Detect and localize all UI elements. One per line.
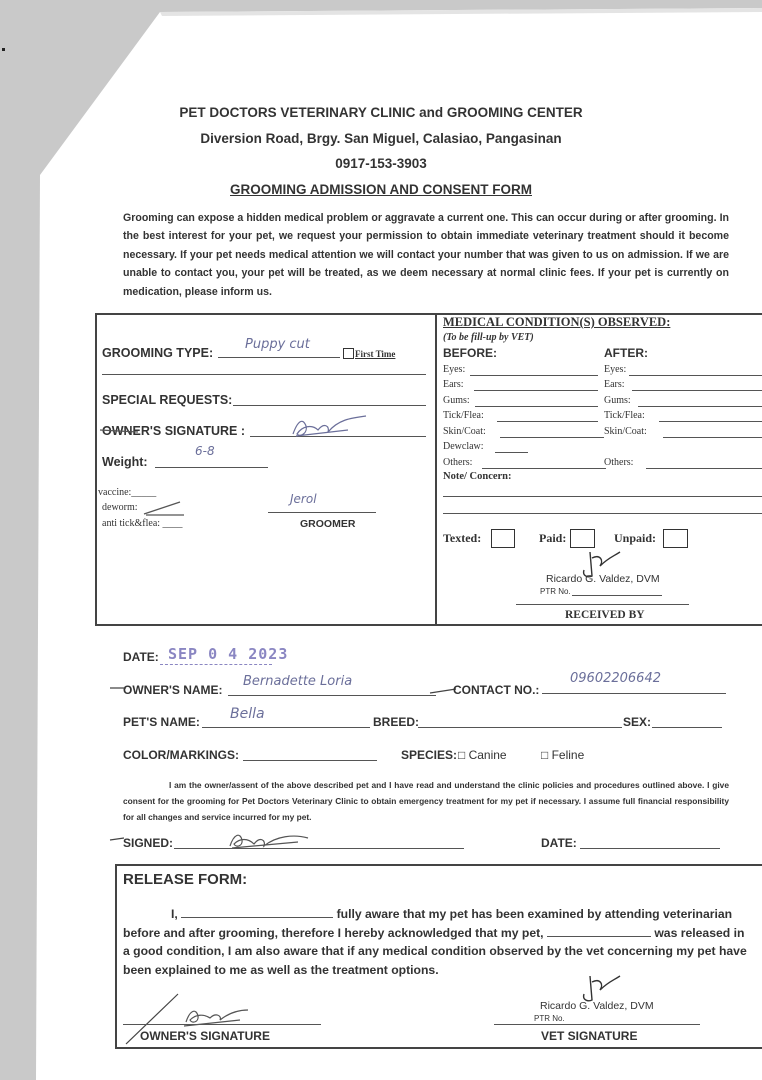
special-requests-line xyxy=(233,405,426,406)
paid-checkbox[interactable] xyxy=(570,529,595,548)
release-box-left xyxy=(115,864,117,1048)
signed-signature xyxy=(108,828,328,854)
before-skincoat-line[interactable] xyxy=(500,437,604,438)
release-name-blank[interactable] xyxy=(181,905,333,918)
owner-signature-label: OWNER'S SIGNATURE : xyxy=(102,424,246,438)
box-left-border xyxy=(95,313,97,626)
after-skincoat-label: Skin/Coat: xyxy=(604,426,647,437)
after-gums-label: Gums: xyxy=(604,395,631,406)
grooming-type-line xyxy=(218,357,340,358)
release-vet-name: Ricardo G. Valdez, DVM xyxy=(540,1000,654,1012)
paid-label: Paid: xyxy=(539,531,567,545)
contact-value[interactable]: 09602206642 xyxy=(570,671,661,686)
vaccine-label: vaccine:_____ xyxy=(98,487,157,498)
owner-name-label: OWNER'S NAME: xyxy=(123,683,223,697)
groomer-value[interactable]: Jerol xyxy=(290,492,317,506)
before-tickflea-line[interactable] xyxy=(497,421,598,422)
deworm-label: deworm: xyxy=(102,502,138,513)
pet-name-value[interactable]: Bella xyxy=(230,706,265,722)
unpaid-label: Unpaid: xyxy=(614,531,657,545)
contact-label: CONTACT NO.: xyxy=(453,683,540,697)
after-ears-line[interactable] xyxy=(632,390,762,391)
received-by-label: RECEIVED BY xyxy=(565,609,645,621)
texted-checkbox[interactable] xyxy=(491,529,515,548)
box-divider xyxy=(435,313,437,626)
signed-date-label: DATE: xyxy=(541,836,577,850)
species-label: SPECIES: xyxy=(401,748,458,762)
owner-name-value[interactable]: Bernadette Loria xyxy=(243,674,353,689)
before-gums-label: Gums: xyxy=(443,395,470,406)
after-ears-label: Ears: xyxy=(604,379,625,390)
after-eyes-label: Eyes: xyxy=(604,364,627,375)
special-requests-label: SPECIAL REQUESTS: xyxy=(102,393,233,407)
anti-tick-label: anti tick&flea: ____ xyxy=(102,518,183,529)
species-canine-option[interactable]: □ Canine xyxy=(458,748,507,762)
texted-label: Texted: xyxy=(443,531,482,545)
before-dewclaw-line[interactable] xyxy=(495,452,528,453)
clinic-address: Diversion Road, Brgy. San Miguel, Calasiao, Pangasinan xyxy=(200,131,562,146)
intro-paragraph: Grooming can expose a hidden medical problem or aggravate a current one. This can occur during or after grooming. In the best interest for your pet, we request your permission to obtain immediate veterinary treatment should it become necessary. If your pet needs medical attention we will contact your number that was given to us on admission. If we are unable to contact you, your pet will be treated, as we deem necessary at normal clinic fees. If your pet is currently on medication, please inform us. xyxy=(123,212,729,298)
pet-name-label: PET'S NAME: xyxy=(123,715,200,729)
after-skincoat-line[interactable] xyxy=(663,437,762,438)
note-line-2 xyxy=(443,513,762,514)
before-skincoat-label: Skin/Coat: xyxy=(443,426,486,437)
vet-sig-line xyxy=(494,1024,700,1025)
color-markings-line xyxy=(243,760,377,761)
box-bottom-border xyxy=(95,624,762,626)
grooming-type-value[interactable]: Puppy cut xyxy=(245,337,310,352)
weight-value[interactable]: 6-8 xyxy=(195,444,215,458)
release-pet-blank[interactable] xyxy=(547,924,651,937)
date-label: DATE: xyxy=(123,650,159,664)
first-time-checkbox[interactable] xyxy=(343,348,354,359)
note-line-1 xyxy=(443,496,762,497)
after-label: AFTER: xyxy=(604,346,648,360)
grooming-type-line-2 xyxy=(102,374,426,375)
breed-line xyxy=(418,727,622,728)
unpaid-checkbox[interactable] xyxy=(663,529,688,548)
species-feline-option[interactable]: □ Feline xyxy=(541,748,585,762)
sex-label: SEX: xyxy=(623,715,652,729)
form-title: GROOMING ADMISSION AND CONSENT FORM xyxy=(230,182,532,197)
clinic-name: PET DOCTORS VETERINARY CLINIC and GROOMING CENTER xyxy=(179,105,583,120)
note-concern-label: Note/ Concern: xyxy=(443,471,512,482)
after-others-label: Others: xyxy=(604,457,634,468)
before-tickflea-label: Tick/Flea: xyxy=(443,410,484,421)
owner-sig-line xyxy=(123,1024,321,1025)
consent-paragraph: I am the owner/assent of the above described pet and I have read and understand the clinic policies and procedures outlined above. I give consent for the grooming for Pet Doctors Veterinary Clinic to obtain emergency treatment for my pet if necessary. I assume full financial responsibility for all changes and service incurred for my pet. xyxy=(123,780,729,822)
color-markings-label: COLOR/MARKINGS: xyxy=(123,748,239,762)
before-others-label: Others: xyxy=(443,457,473,468)
weight-line xyxy=(155,467,268,468)
owner-signature-handwriting xyxy=(98,412,368,442)
groomer-label: GROOMER xyxy=(300,518,356,530)
release-ptr-label: PTR No. xyxy=(534,1014,565,1023)
release-box-top xyxy=(115,864,762,866)
sex-line xyxy=(652,727,722,728)
before-ears-label: Ears: xyxy=(443,379,464,390)
pet-name-line xyxy=(202,727,370,728)
after-others-line[interactable] xyxy=(646,468,762,469)
before-gums-line[interactable] xyxy=(475,406,598,407)
signed-label: SIGNED: xyxy=(123,836,174,850)
deworm-check-mark xyxy=(142,500,187,518)
after-tickflea-line[interactable] xyxy=(659,421,762,422)
vet-name: Ricardo G. Valdez, DVM xyxy=(546,573,660,585)
date-line xyxy=(160,664,272,665)
grooming-type-label: GROOMING TYPE: xyxy=(102,346,214,360)
breed-label: BREED: xyxy=(373,715,420,729)
after-eyes-line[interactable] xyxy=(629,375,762,376)
owner-name-line xyxy=(228,695,436,696)
medical-condition-title: MEDICAL CONDITION(S) OBSERVED: xyxy=(443,315,671,329)
contact-line xyxy=(542,693,726,694)
before-dewclaw-label: Dewclaw: xyxy=(443,441,484,452)
before-label: BEFORE: xyxy=(443,346,497,360)
received-by-line xyxy=(516,604,689,605)
vet-fillup-note: (To be fill-up by VET) xyxy=(443,332,534,343)
ptr-line xyxy=(572,595,662,596)
owner-sig-label: OWNER'S SIGNATURE xyxy=(140,1029,270,1043)
before-eyes-line[interactable] xyxy=(470,375,598,376)
before-others-line[interactable] xyxy=(482,468,606,469)
groomer-line xyxy=(268,512,376,513)
release-paragraph: I, fully aware that my pet has been examined by attending veterinarian before and after grooming, therefore I hereby acknowledged that my pet, was released in a good condition, I am also aware that if any medical condition observed by the vet concerning my pet have been explained to me as well as the treatment options. xyxy=(123,907,747,977)
ptr-label: PTR No. xyxy=(540,587,571,596)
before-eyes-label: Eyes: xyxy=(443,364,466,375)
release-form-title: RELEASE FORM: xyxy=(123,871,248,888)
first-time-label: First Time xyxy=(355,349,396,359)
before-ears-line[interactable] xyxy=(474,390,598,391)
vet-sig-label: VET SIGNATURE xyxy=(541,1029,638,1043)
signed-date-line xyxy=(580,848,720,849)
weight-label: Weight: xyxy=(102,455,148,469)
after-gums-line[interactable] xyxy=(638,406,762,407)
date-stamp[interactable]: SEP 0 4 2023 xyxy=(168,645,289,663)
after-tickflea-label: Tick/Flea: xyxy=(604,410,645,421)
clinic-phone: 0917-153-3903 xyxy=(335,156,427,171)
